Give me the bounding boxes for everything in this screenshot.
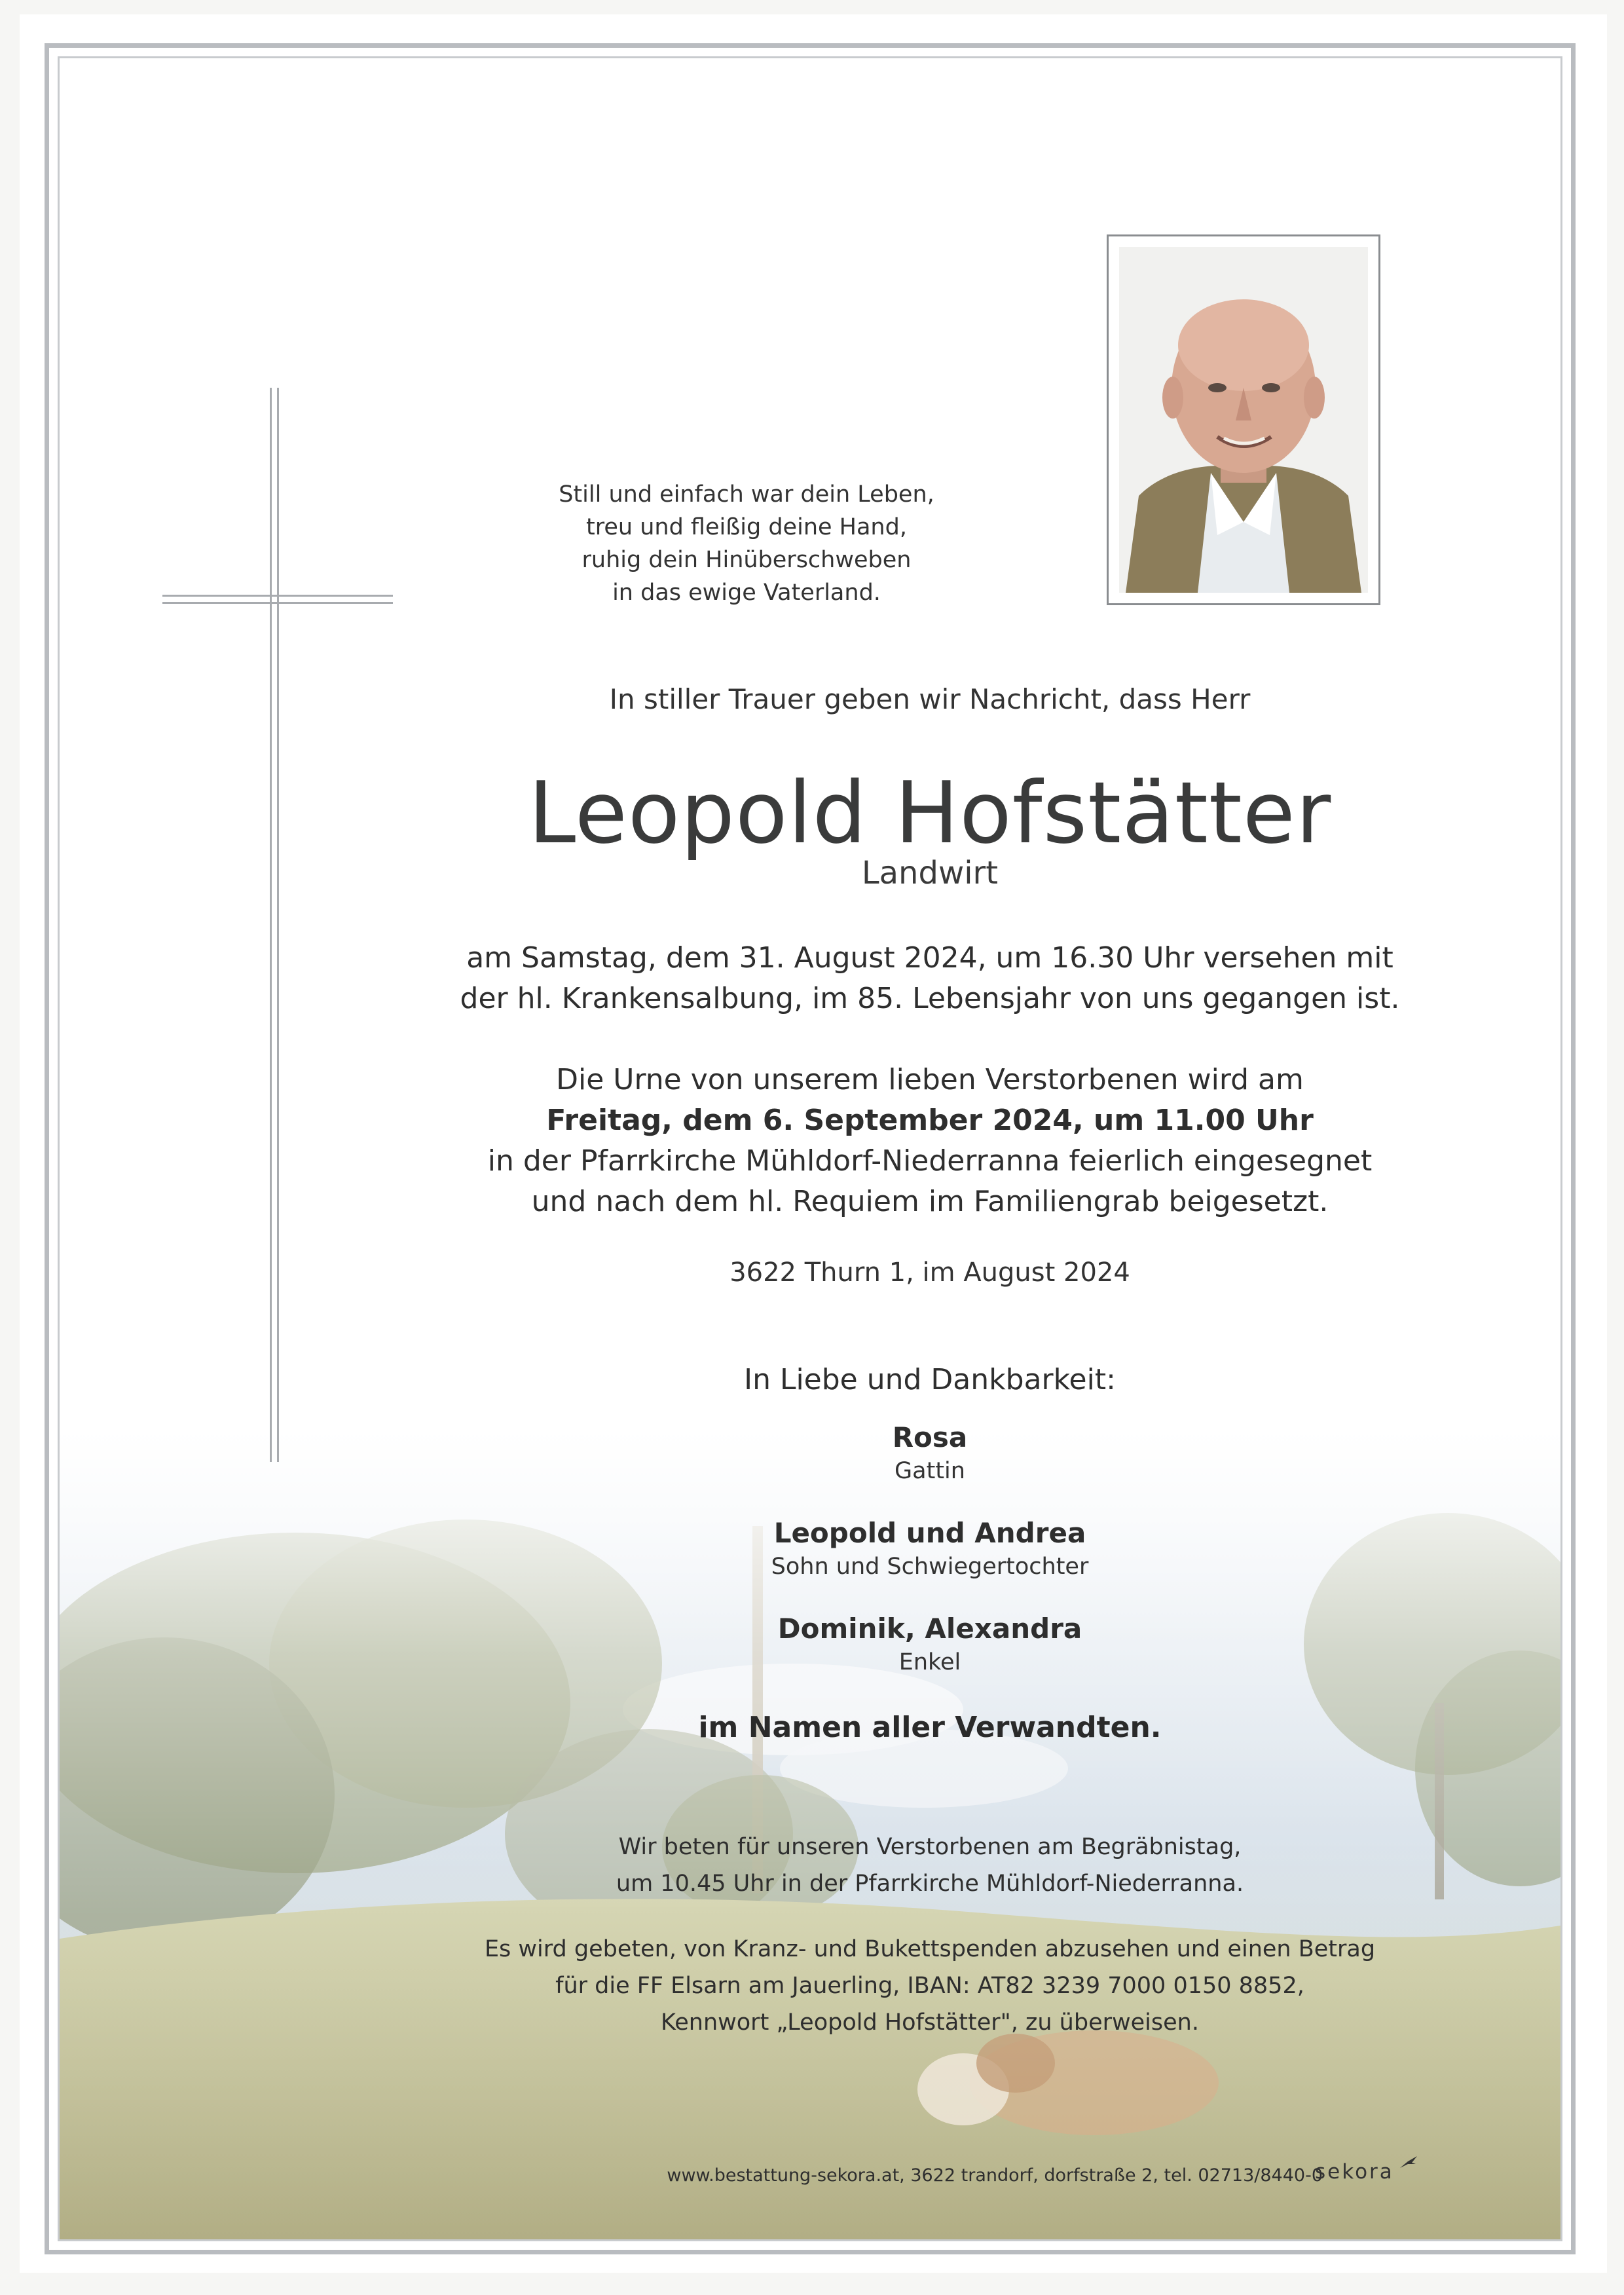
donation-line: Kennwort „Leopold Hofstätter", zu überweisen.	[661, 2009, 1199, 2036]
intro-text: In stiller Trauer geben wir Nachricht, dass Herr	[609, 683, 1251, 715]
deceased-occupation: Landwirt	[861, 855, 999, 891]
swallow-icon	[1399, 2155, 1418, 2171]
prayer-line: um 10.45 Uhr in der Pfarrkirche Mühldorf-Niederranna.	[616, 1871, 1244, 1897]
mourner-role: Gattin	[895, 1458, 965, 1484]
deceased-name: Leopold Hofstätter	[528, 763, 1332, 863]
poem-line: ruhig dein Hinüberschweben	[581, 547, 912, 573]
death-notice-line: der hl. Krankensalbung, im 85. Lebensjahr von uns gegangen ist.	[460, 982, 1400, 1015]
poem-line: in das ewige Vaterland.	[612, 580, 881, 606]
closing-line: im Namen aller Verwandten.	[698, 1711, 1162, 1744]
donation-line: Es wird gebeten, von Kranz- und Bukettspenden abzusehen und einen Betrag	[484, 1936, 1376, 1962]
funeral-home-logo	[1315, 2160, 1413, 2184]
cross-icon	[270, 388, 279, 1462]
portrait-illustration	[1119, 247, 1368, 593]
footer-contact: www.bestattung-sekora.at, 3622 trandorf, dorfstraße 2, tel. 02713/8440-0	[667, 2165, 1323, 2186]
donation-line: für die FF Elsarn am Jauerling, IBAN: AT82 3239 7000 0150 8852,	[555, 1973, 1304, 1999]
place-date: 3622 Thurn 1, im August 2024	[729, 1258, 1130, 1288]
mourner-name: Leopold und Andrea	[773, 1517, 1086, 1549]
cross-icon-crossbar	[162, 595, 393, 604]
portrait-photo	[1119, 247, 1368, 593]
funeral-line: in der Pfarrkirche Mühldorf-Niederranna feierlich eingesegnet	[487, 1144, 1373, 1178]
mourner-role: Sohn und Schwiegertochter	[771, 1554, 1089, 1580]
mourner-name: Rosa	[892, 1421, 968, 1453]
poem	[485, 478, 1008, 609]
mourner-role: Enkel	[898, 1649, 961, 1675]
thanks-heading: In Liebe und Dankbarkeit:	[744, 1363, 1116, 1396]
death-notice-line: am Samstag, dem 31. August 2024, um 16.30 Uhr versehen mit	[466, 941, 1393, 975]
poem-line: Still und einfach war dein Leben,	[559, 481, 934, 508]
portrait-frame	[1107, 234, 1380, 605]
funeral-line: und nach dem hl. Requiem im Familiengrab beigesetzt.	[531, 1185, 1329, 1218]
prayer-line: Wir beten für unseren Verstorbenen am Begräbnistag,	[618, 1834, 1242, 1860]
mourner-name: Dominik, Alexandra	[777, 1613, 1082, 1645]
prayer-notice	[458, 1829, 1401, 1902]
logo-text: sekora	[1315, 2160, 1394, 2184]
funeral-line: Die Urne von unserem lieben Verstorbenen wird am	[556, 1063, 1304, 1096]
funeral-date: Freitag, dem 6. September 2024, um 11.00 Uhr	[546, 1104, 1314, 1137]
death-notice	[367, 938, 1493, 1019]
donation-notice	[367, 1931, 1493, 2041]
poem-line: treu und fleißig deine Hand,	[586, 514, 907, 540]
funeral-notice	[367, 1060, 1493, 1222]
